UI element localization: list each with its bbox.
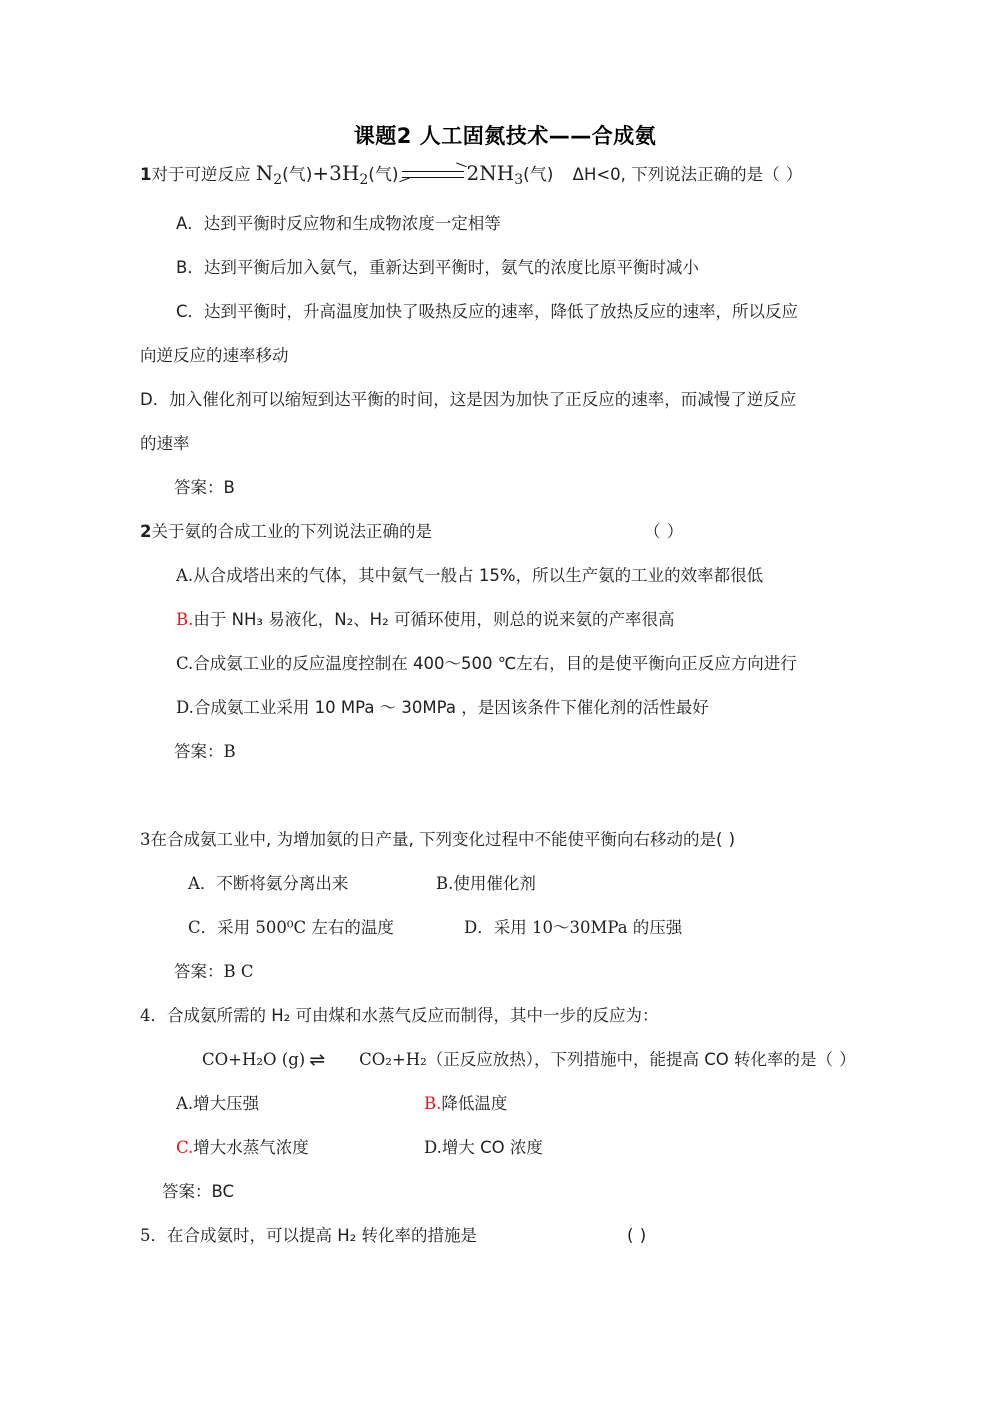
option-text: 加入催化剂可以缩短到达平衡的时间，这是因为加快了正反应的速率，而减慢了逆反应 xyxy=(169,390,797,410)
question-2-stem-text: 关于氨的合成工业的下列说法正确的是 xyxy=(151,522,432,542)
question-1-answer xyxy=(140,466,870,510)
option-text: 增大 CO 浓度 xyxy=(441,1138,543,1158)
option-text: 合成氨工业采用 10 MPa ～ 30MPa ，是因该条件下催化剂的活性最好 xyxy=(193,698,709,718)
question-4-stem xyxy=(140,994,870,1038)
question-1-option-b xyxy=(140,246,870,290)
question-1-option-c xyxy=(140,290,870,334)
answer-value: B xyxy=(223,742,236,762)
option-text: 降低温度 xyxy=(441,1094,508,1114)
question-4-option-a xyxy=(176,1082,424,1126)
option-text: 从合成塔出来的气体，其中氨气一般占 15%，所以生产氨的工业的效率都很低 xyxy=(193,566,764,586)
equation-product-nh3: $2NH_3$(气) xyxy=(466,161,554,189)
option-label: A. xyxy=(176,566,194,586)
question-2-option-b xyxy=(140,598,870,642)
option-text: 增大水蒸气浓度 xyxy=(193,1138,309,1158)
option-label: C. xyxy=(176,1138,194,1158)
question-2-answer xyxy=(140,730,870,774)
equilibrium-arrow-icon: ⇌ xyxy=(309,1049,326,1072)
question-3-option-c xyxy=(188,906,464,950)
option-label: A． xyxy=(188,874,217,894)
answer-label: 答案： xyxy=(162,1182,212,1202)
option-text: 达到平衡时反应物和生成物浓度一定相等 xyxy=(203,214,501,234)
question-1-stem-suffix: ΔH<0, 下列说法正确的是 xyxy=(572,165,764,185)
question-3-stem-text: 在合成氨工业中, 为增加氨的日产量, 下列变化过程中不能使平衡向右移动的是 xyxy=(150,830,716,850)
question-1-bracket: （ ） xyxy=(763,165,803,185)
question-5 xyxy=(140,1214,870,1258)
question-1-equation xyxy=(255,161,554,189)
question-2-option-c xyxy=(140,642,870,686)
option-text: 采用 500⁰C 左右的温度 xyxy=(217,918,394,938)
option-text: 合成氨工业的反应温度控制在 400～500 ℃左右，目的是使平衡向正反应方向进行 xyxy=(193,654,797,674)
option-text: 不断将氨分离出来 xyxy=(216,874,349,894)
option-label: D. xyxy=(176,698,194,718)
question-4-option-d xyxy=(424,1138,543,1157)
option-label: B． xyxy=(176,258,204,278)
option-text: 达到平衡时，升高温度加快了吸热反应的速率，降低了放热反应的速率，所以反应 xyxy=(204,302,799,322)
question-5-bracket: ( ) xyxy=(627,1226,647,1246)
question-3-options-row-2 xyxy=(140,906,870,950)
equation-note: （正反应放热），下列措施中，能提高 CO 转化率的是 xyxy=(426,1050,817,1070)
page-title: 课题2 人工固氮技术——合成氨 xyxy=(353,124,657,148)
question-1-option-d xyxy=(140,378,870,422)
question-4-option-b xyxy=(424,1094,507,1113)
question-1-option-c-cont: 向逆反应的速率移动 xyxy=(140,346,289,366)
question-2-bracket: （ ） xyxy=(643,522,684,542)
question-5-stem-text: 在合成氨时，可以提高 H₂ 转化率的措施是 xyxy=(167,1226,478,1246)
option-label: D． xyxy=(140,390,170,410)
answer-label: 答案： xyxy=(174,962,224,982)
option-label: B. xyxy=(436,874,454,894)
question-5-number: 5． xyxy=(140,1226,167,1246)
option-label: B. xyxy=(176,610,194,630)
question-2-option-a xyxy=(140,554,870,598)
question-3-stem xyxy=(140,818,870,862)
answer-label: 答案： xyxy=(174,478,224,498)
question-1-number: 1 xyxy=(140,165,152,185)
question-4-bracket: （ ） xyxy=(816,1050,857,1070)
equation-reactant-n2: $N_2$(气) xyxy=(255,161,313,189)
question-3-bracket: ( ) xyxy=(715,830,736,850)
question-2 xyxy=(140,510,870,774)
answer-value: B xyxy=(223,478,235,498)
question-3-option-d xyxy=(464,918,682,937)
option-text: 采用 10～30MPa 的压强 xyxy=(493,918,683,938)
equilibrium-arrow-icon xyxy=(402,166,464,184)
question-5-stem xyxy=(140,1214,870,1258)
question-4-answer xyxy=(140,1170,870,1214)
question-3-answer xyxy=(140,950,870,994)
option-label: D． xyxy=(464,918,494,938)
option-text: 达到平衡后加入氨气，重新达到平衡时，氨气的浓度比原平衡时减小 xyxy=(203,258,699,278)
question-1 xyxy=(140,151,870,510)
question-1-option-a xyxy=(140,202,870,246)
answer-value: B C xyxy=(223,962,254,982)
equation-reactant-h2: $+3H_2$(气) xyxy=(312,161,399,189)
option-label: D. xyxy=(424,1138,442,1158)
question-3-options-row-1 xyxy=(140,862,870,906)
option-text: 由于 NH₃ 易液化，N₂、H₂ 可循环使用，则总的说来氨的产率很高 xyxy=(193,610,675,630)
question-2-stem xyxy=(140,510,870,554)
question-3-option-b xyxy=(436,874,536,893)
option-text: 使用催化剂 xyxy=(453,874,536,894)
question-1-stem xyxy=(140,151,870,202)
question-4-number: 4． xyxy=(140,1006,167,1026)
answer-value: BC xyxy=(211,1182,235,1202)
question-4-option-c xyxy=(176,1126,424,1170)
option-label: A. xyxy=(176,1094,194,1114)
section-spacer xyxy=(140,774,870,818)
question-2-number: 2 xyxy=(140,522,152,542)
question-3-option-a xyxy=(188,862,436,906)
option-label: C． xyxy=(176,302,205,322)
question-4 xyxy=(140,994,870,1214)
answer-label: 答案： xyxy=(174,742,224,762)
option-label: B. xyxy=(424,1094,442,1114)
option-label: A． xyxy=(176,214,204,234)
option-text: 增大压强 xyxy=(193,1094,260,1114)
question-4-equation-line xyxy=(140,1038,870,1082)
question-4-stem-text: 合成氨所需的 H₂ 可由煤和水蒸气反应而制得，其中一步的反应为： xyxy=(167,1006,659,1026)
question-4-options-row-1 xyxy=(140,1082,870,1126)
option-label: C． xyxy=(188,918,218,938)
question-4-options-row-2 xyxy=(140,1126,870,1170)
question-3-number: 3 xyxy=(140,830,151,850)
equation-left: CO+H₂O (g) xyxy=(202,1050,306,1070)
option-label: C. xyxy=(176,654,194,674)
question-2-option-d xyxy=(140,686,870,730)
question-1-option-d-cont: 的速率 xyxy=(140,434,190,454)
question-3 xyxy=(140,818,870,994)
equation-right: CO₂+H₂ xyxy=(359,1050,427,1070)
question-1-stem-prefix: 对于可逆反应 xyxy=(151,165,251,185)
